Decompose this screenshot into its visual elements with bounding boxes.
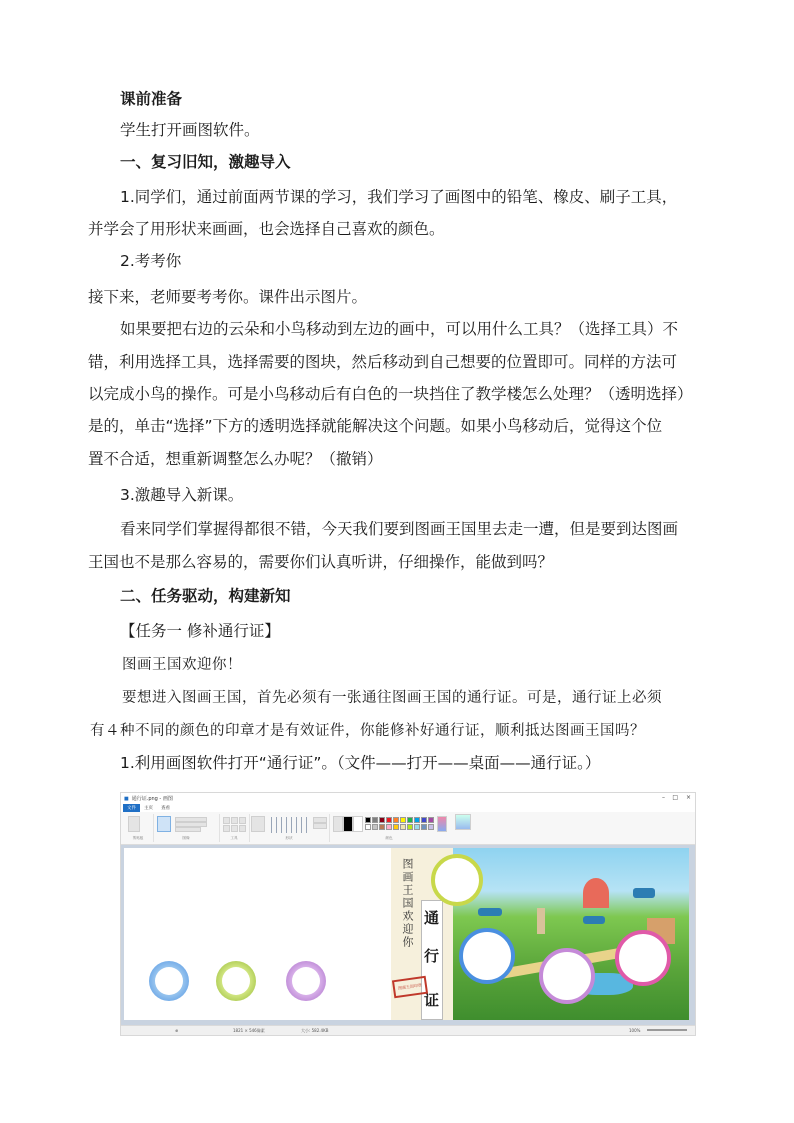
color1-swatch[interactable] — [343, 816, 353, 832]
prep-line: 学生打开画图软件。 — [120, 121, 260, 139]
ribbon-group-image: 图像 — [153, 814, 220, 842]
shapes-gallery[interactable] — [267, 817, 311, 833]
prep-title: 课前准备 — [120, 90, 183, 108]
ribbon-group-tools: 工具 — [219, 814, 250, 842]
sign-blue — [478, 908, 502, 916]
para-5: 3.激趣导入新课。 — [120, 486, 244, 504]
paint-titlebar — [121, 793, 695, 804]
color2-swatch[interactable] — [353, 816, 363, 832]
file-size-readout: 大小: 582.4KB — [301, 1028, 329, 1033]
para-6-line-2: 王国也不是那么容易的，需要你们认真听讲，仔细操作，能做到吗？ — [88, 553, 554, 571]
image-size-readout: 1821 × 546像素 — [233, 1028, 265, 1033]
canvas-area — [121, 845, 696, 1025]
para-1-line-2: 并学会了用形状来画画，也会选择自己喜欢的颜色。 — [88, 220, 445, 238]
palette-darkred[interactable] — [379, 817, 385, 823]
palette-red[interactable] — [386, 817, 392, 823]
para-8: 1.利用画图软件打开“通行证”。（文件——打开——桌面——通行证。） — [120, 754, 601, 772]
picker-icon[interactable] — [231, 825, 238, 832]
palette-black[interactable] — [365, 817, 371, 823]
heading-1: 一、复习旧知，激趣导入 — [120, 153, 291, 171]
paint-ribbon — [121, 812, 695, 845]
palette-pink[interactable] — [386, 824, 392, 830]
task-1-title: 【任务一 修补通行证】 — [120, 622, 280, 640]
para-4-line-4: 是的，单击“选择”下方的透明选择就能解决这个问题。如果小鸟移动后，觉得这个位 — [88, 417, 663, 435]
windmill — [537, 908, 545, 934]
select-tool-icon[interactable] — [157, 816, 171, 832]
passport-stamp-seal: 图画王国印章 — [392, 976, 428, 999]
palette-icon — [292, 967, 320, 995]
fill-shape-icon[interactable] — [313, 823, 327, 829]
passport-image — [391, 848, 689, 1020]
stamp-badge-green — [216, 961, 256, 1001]
palette-purple[interactable] — [428, 817, 434, 823]
text-icon[interactable] — [239, 817, 246, 824]
eraser-icon[interactable] — [223, 825, 230, 832]
palette-icon — [155, 967, 183, 995]
para-4-line-1: 如果要把右边的云朵和小鸟移动到左边的画中，可以用什么工具？（选择工具）不 — [120, 320, 679, 338]
sign-blue — [583, 916, 605, 924]
para-4-line-3: 以完成小鸟的操作。可是小鸟移动后有白色的一块挡住了教学楼怎么处理？（透明选择） — [88, 385, 693, 403]
palette-lime[interactable] — [407, 824, 413, 830]
palette-white[interactable] — [365, 824, 371, 830]
paint-menubar — [121, 804, 695, 812]
para-7-line-1: 要想进入图画王国，首先必须有一张通往图画王国的通行证。可是，通行证上必须 — [122, 690, 662, 706]
palette-orange[interactable] — [393, 817, 399, 823]
palette-lightgray[interactable] — [372, 824, 378, 830]
paint-canvas[interactable] — [124, 848, 689, 1020]
rotate-icon[interactable] — [175, 827, 201, 832]
menu-file[interactable]: 文件 — [123, 804, 140, 812]
paste-icon[interactable] — [128, 816, 140, 832]
palette-cream[interactable] — [400, 824, 406, 830]
para-4-line-2: 错，利用选择工具，选择需要的图块，然后移动到自己想要的位置即可。同样的方法可 — [88, 353, 678, 371]
passport-welcome-vertical: 图画王国欢迎你 — [401, 858, 414, 949]
para-7-line-2: 有４种不同的颜色的印章才是有效证件，你能修补好通行证，顺利抵达图画王国吗？ — [90, 723, 645, 739]
paint-screenshot — [120, 792, 696, 1036]
paint-window-title: 通行证.png - 画图 — [131, 796, 173, 802]
fill-icon[interactable] — [231, 817, 238, 824]
pencil-icon[interactable] — [223, 817, 230, 824]
menu-home[interactable]: 主页 — [144, 806, 153, 811]
heading-2: 二、任务驱动，构建新知 — [120, 587, 291, 605]
stamp-badge-blue — [149, 961, 189, 1001]
cursor-pos-icon: ⊕ — [175, 1028, 179, 1033]
empty-stamp-circle-blue — [459, 928, 515, 984]
edit-colors-icon[interactable] — [437, 816, 447, 832]
para-3: 接下来，老师要考考你。课件出示图片。 — [88, 288, 368, 306]
close-icon[interactable]: × — [685, 794, 691, 801]
sign-blue — [633, 888, 655, 898]
para-4-line-5: 置不合适，想重新调整怎么办呢？（撤销） — [88, 450, 383, 468]
paint-statusbar — [121, 1025, 696, 1035]
paint3d-icon[interactable] — [455, 814, 471, 830]
brush-icon[interactable] — [251, 816, 265, 832]
maximize-icon[interactable]: □ — [672, 794, 678, 801]
para-1-line-1: 1.同学们，通过前面两节课的学习，我们学习了画图中的铅笔、橡皮、刷子工具， — [120, 188, 678, 206]
palette-icon — [222, 967, 250, 995]
zoom-readout: 100% — [629, 1028, 641, 1033]
paint-app-icon: ■ — [124, 795, 129, 802]
menu-view[interactable]: 查看 — [161, 806, 170, 811]
ribbon-group-shapes: 形状 — [249, 814, 330, 842]
palette-yellow[interactable] — [400, 817, 406, 823]
palette-brown[interactable] — [379, 824, 385, 830]
para-2: 2.考考你 — [120, 252, 182, 270]
zoom-slider[interactable] — [647, 1029, 687, 1031]
para-6-line-1: 看来同学们掌握得都很不错，今天我们要到图画王国里去走一遭，但是要到达图画 — [120, 520, 679, 538]
empty-stamp-circle-pink — [615, 930, 671, 986]
palette-indigo[interactable] — [421, 817, 427, 823]
palette-lavender[interactable] — [428, 824, 434, 830]
palette-gold[interactable] — [393, 824, 399, 830]
magnifier-icon[interactable] — [239, 825, 246, 832]
size-icon[interactable] — [333, 816, 343, 832]
palette-gray[interactable] — [372, 817, 378, 823]
palette-lightblue[interactable] — [414, 824, 420, 830]
minimize-icon[interactable]: – — [662, 794, 665, 801]
palette-blue[interactable] — [414, 817, 420, 823]
ribbon-group-colors: 颜色 — [329, 814, 449, 842]
palette-steel[interactable] — [421, 824, 427, 830]
passport-title-strip: 通 行 证 — [421, 900, 443, 1020]
ribbon-group-clipboard: 剪贴板 — [123, 814, 154, 842]
stamp-badge-purple — [286, 961, 326, 1001]
welcome-line: 图画王国欢迎你！ — [122, 657, 242, 673]
empty-stamp-circle-purple — [539, 948, 595, 1004]
empty-stamp-circle-yellow — [431, 854, 483, 906]
carousel — [583, 878, 609, 908]
palette-green[interactable] — [407, 817, 413, 823]
